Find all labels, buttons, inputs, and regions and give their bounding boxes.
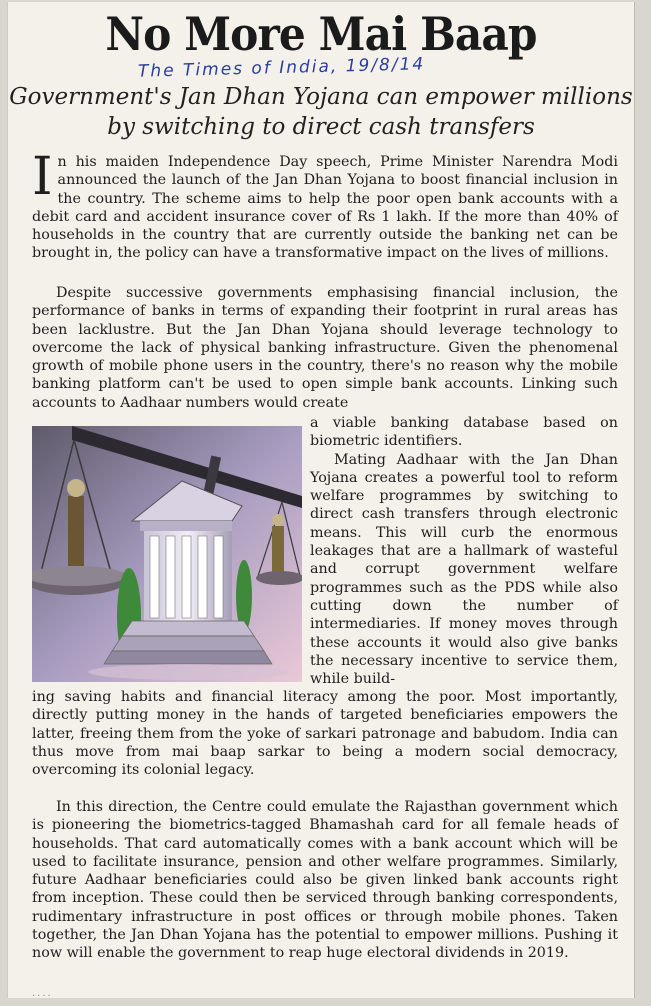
paragraph-1-text: n his maiden Independence Day speech, Prime Minister Narendra Modi announced the launch of the Jan Dhan Yojana to boost financial inclusion in the country. The scheme aims to help the poor open bank accounts with a debit card and accident insurance cover of Rs 1 lakh. If the more than 40% of households in the country that are currently outside the banking net can be brought in, the policy can have a transformative impact on the lives of millions. <box>32 154 618 262</box>
newspaper-clipping <box>8 2 634 998</box>
paragraph-3-continued: ing saving habits and financial literacy among the poor. Most importantly, directly putting money in the hands of targeted beneficiaries empowers the latter, freeing them from the yoke of sarkari patronage and babudom. India can thus move from mai baap sarkar to being a modern social democracy, overcoming its colonial legacy. <box>32 689 618 779</box>
paragraph-4: In this direction, the Centre could emulate the Rajasthan government which is pioneering the biometrics-tagged Bhamashah card for all female heads of households. That card automatically comes with a bank account which will be used to facilitate insurance, pension and other welfare programmes. Similarly, future Aadhaar beneficiaries could also be given linked bank accounts right from inception. These could then be serviced through banking correspondents, rudimentary infrastructure in post offices or through mobile phones. Taken together, the Jan Dhan Yojana has the potential to empower millions. Pushing it now will enable the government to reap huge electoral dividends in 2019. <box>32 799 618 962</box>
clipping-edge-dots: .... <box>32 988 53 998</box>
handwritten-source-note: The Times of India, 19/8/14 <box>137 54 426 82</box>
headline: No More Mai Baap <box>105 7 537 61</box>
wrap-column <box>310 414 618 688</box>
paragraph-1 <box>32 147 618 263</box>
paragraph-2: Despite successive governments emphasising financial inclusion, the performance of banks in terms of expanding their footprint in rural areas has been lacklustre. But the Jan Dhan Yojana should leverage technology to overcome the lack of physical banking infrastructure. Given the phenomenal growth of mobile phone users in the country, there's no reason why the mobile banking platform can't be used to open simple bank accounts. Linking such accounts to Aadhaar numbers would create <box>32 285 618 411</box>
paragraph-2-wrap: a viable banking database based on biometric identifiers. <box>310 415 618 450</box>
scales-bank-illustration <box>32 426 302 682</box>
drop-cap: I <box>32 147 53 207</box>
paragraph-3: Mating Aadhaar with the Jan Dhan Yojana creates a powerful tool to reform welfare programmes by switching to direct cash transfers through electronic means. This will curb the enormous leakages that are a hallmark of wasteful and corrupt government welfare programmes such as the PDS while also cutting down the number of intermediaries. If money moves through these accounts it would also give banks the necessary incentive to service them, while build- <box>310 451 618 688</box>
subheadline: Government's Jan Dhan Yojana can empower millions by switching to direct cash transfers <box>9 84 633 140</box>
